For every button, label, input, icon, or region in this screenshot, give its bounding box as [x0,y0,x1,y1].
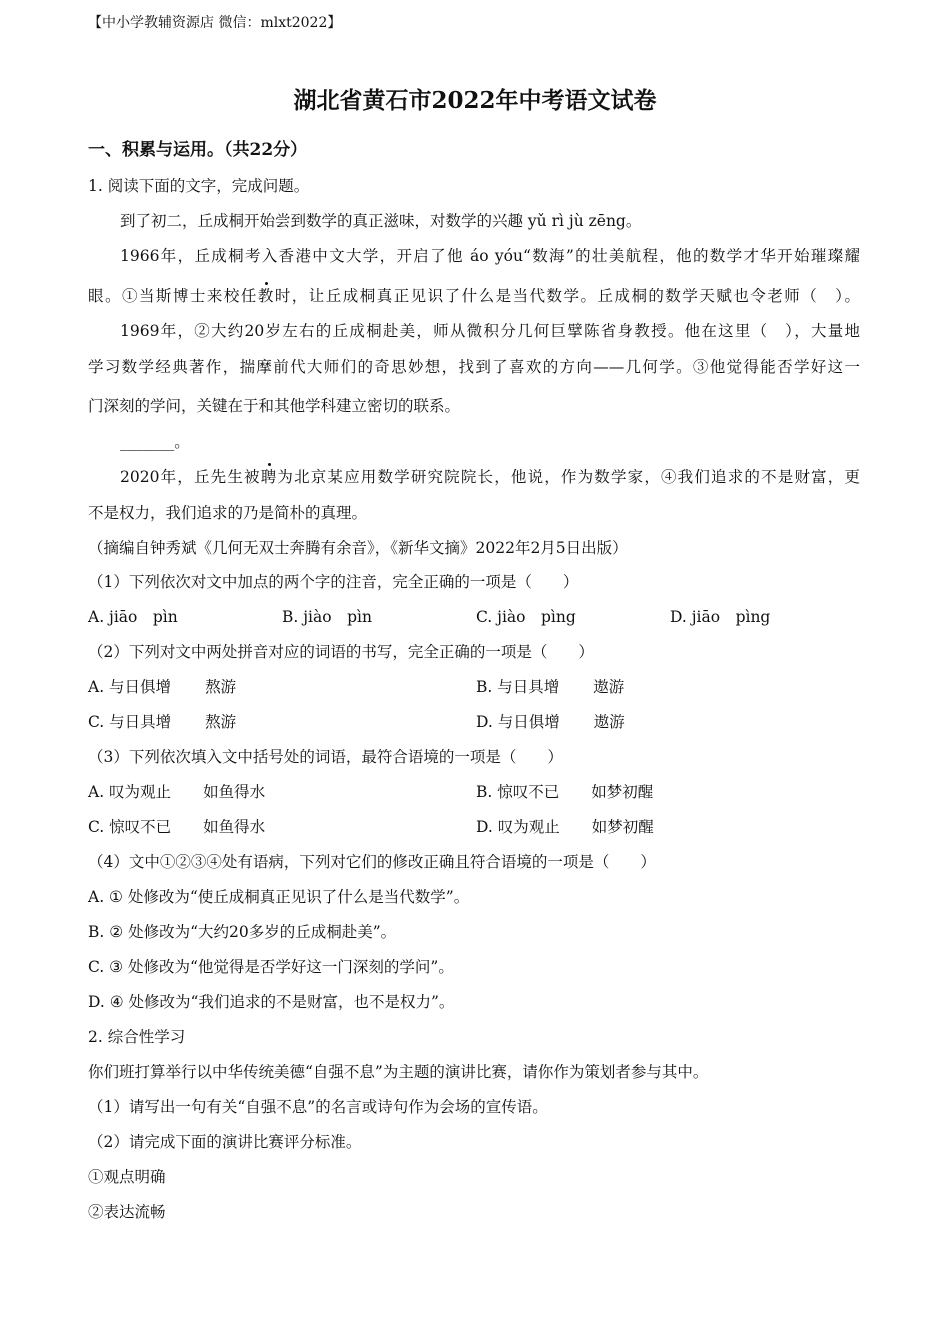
sub4-option-d: D. ④ 处修改为“我们追求的不是财富，也不是权力”。 [88,993,455,1011]
page-title: 湖北省黄石市2022年中考语文试卷 [293,87,657,114]
dotted-character: 聘 [260,468,278,486]
passage-paragraph-3-line-3: 门深刻的学问，关键在于和其他学科建立密切的联系。 [88,397,461,415]
header-note: 【中小学教辅资源店 微信：mlxt2022】 [88,15,342,31]
passage-paragraph-3-line-2: 学习数学经典著作，揣摩前代大师们的奇思妙想，找到了喜欢的方向——几何学。③他觉得能否学好这一 [88,358,860,376]
sub3-option-d: D. 叹为观止 如梦初醒 [476,818,654,836]
sub4-option-b: B. ② 处修改为“大约20多岁的丘成桐赴美”。 [88,923,397,941]
sub-question-2-stem: （2）下列对文中两处拼音对应的词语的书写，完全正确的一项是（ ） [88,643,594,661]
sub-question-3-stem: （3）下列依次填入文中括号处的词语，最符合语境的一项是（ ） [88,748,563,766]
dotted-character: 教 [257,287,275,305]
question-1-stem: 1. 阅读下面的文字，完成问题。 [88,177,310,195]
passage-paragraph-1: 到了初二，丘成桐开始尝到数学的真正滋味，对数学的兴趣 yǔ rì jù zēng。 [120,212,642,230]
sub4-option-c: C. ③ 处修改为“他觉得是否学好这一门深刻的学问”。 [88,958,454,976]
sub2-option-b: B. 与日具增 遨游 [476,678,625,696]
passage-source: （摘编自钟秀斌《几何无双士奔腾有余音》，《新华文摘》2022年2月5日出版） [88,539,628,557]
passage-paragraph-4-line-1: 2020年，丘先生被聘为北京某应用数学研究院院长，他说，作为数学家，④我们追求的不是财富，更 [120,468,860,486]
criteria-item-1: ①观点明确 [88,1168,166,1186]
sub-question-4-stem: （4）文中①②③④处有语病，下列对它们的修改正确且符合语境的一项是（ ） [88,853,656,871]
sub1-option-d: D. jiāo pìng [670,608,771,626]
sub4-option-a: A. ① 处修改为“使丘成桐真正见识了什么是当代数学”。 [88,888,470,906]
question-2-stem: 2. 综合性学习 [88,1028,186,1046]
sub2-option-c: C. 与日具增 熬游 [88,713,237,731]
question-2-intro: 你们班打算举行以中华传统美德“自强不息”为主题的演讲比赛，请你作为策划者参与其中。 [88,1063,709,1081]
sub-question-1-stem: （1）下列依次对文中加点的两个字的注音，完全正确的一项是（ ） [88,573,579,591]
sub3-option-c: C. 惊叹不已 如鱼得水 [88,818,266,836]
sub1-option-c: C. jiào pìng [476,608,576,626]
sub2-option-a: A. 与日俱增 熬游 [88,678,237,696]
passage-paragraph-2-line-2: 眼。①当斯博士来校任教时，让丘成桐真正见识了什么是当代数学。丘成桐的数学天赋也令老师（ ）。 [88,287,860,305]
criteria-item-2: ②表达流畅 [88,1203,166,1221]
section-heading: 一、积累与运用。（共22分） [88,140,308,160]
sub1-option-a: A. jiāo pìn [88,608,178,626]
blank-line: _______。 [120,433,190,451]
sub3-option-a: A. 叹为观止 如鱼得水 [88,783,266,801]
question-2-sub-2: （2）请完成下面的演讲比赛评分标准。 [88,1133,362,1151]
sub1-option-b: B. jiào pìn [282,608,372,626]
sub2-option-d: D. 与日俱增 遨游 [476,713,625,731]
question-2-sub-1: （1）请写出一句有关“自强不息”的名言或诗句作为会场的宣传语。 [88,1098,548,1116]
passage-paragraph-3-line-1: 1969年，②大约20岁左右的丘成桐赴美，师从微积分几何巨擘陈省身教授。他在这里（ ），大量地 [120,322,860,340]
sub3-option-b: B. 惊叹不已 如梦初醒 [476,783,654,801]
passage-paragraph-4-line-2: 不是权力，我们追求的乃是简朴的真理。 [88,504,368,522]
passage-paragraph-2-line-1: 1966年，丘成桐考入香港中文大学，开启了他 áo yóu“数海”的壮美航程，他的数学才华开始璀璨耀 [120,247,860,265]
